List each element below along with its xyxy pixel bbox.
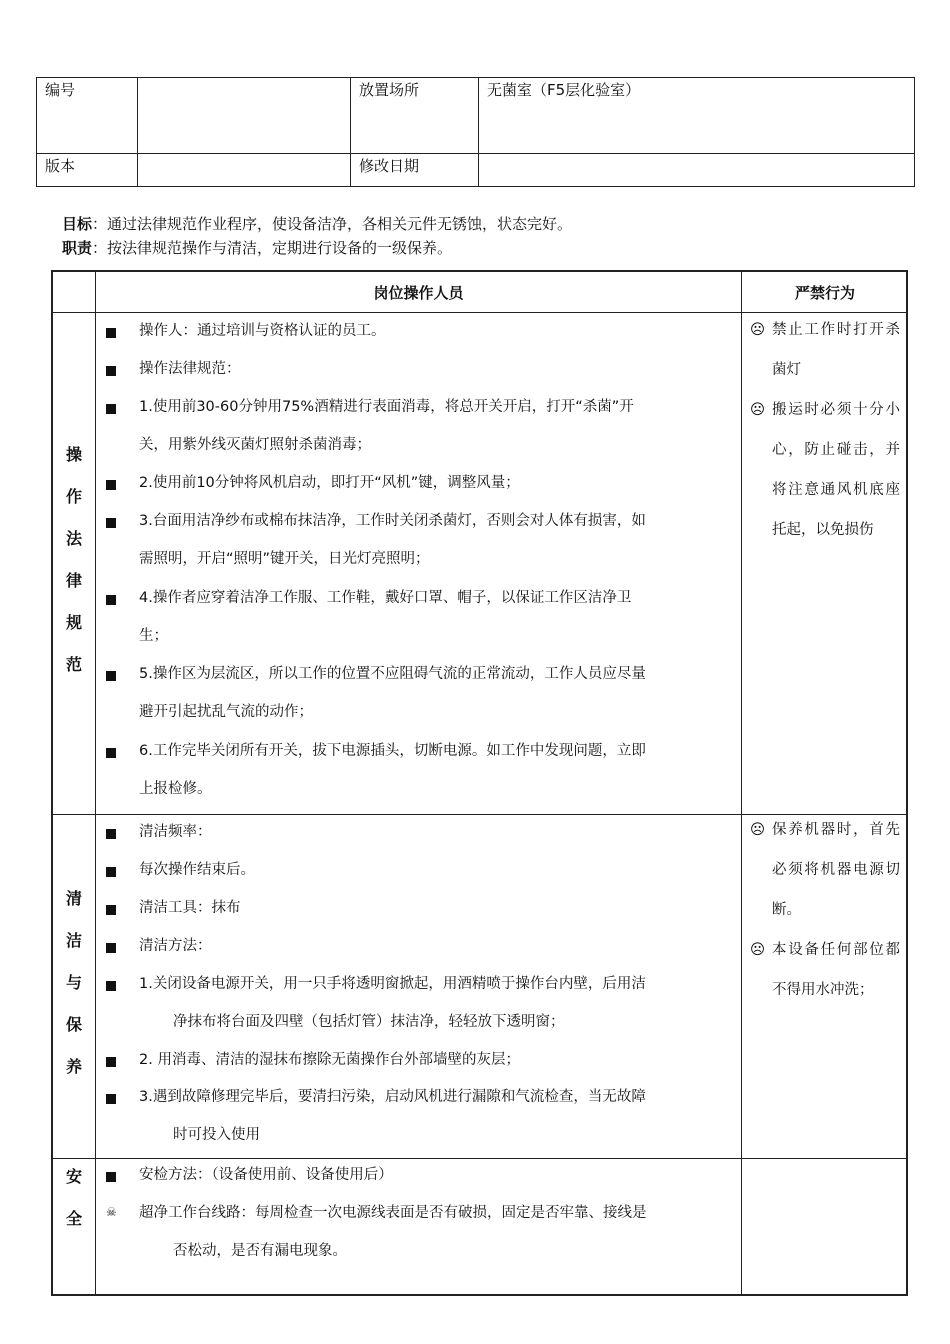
list-item-text-cont: 需照明，开启“照明”键开关，日光灯亮照明； (139, 551, 430, 567)
info-row (37, 154, 915, 187)
list-item-text: 6.工作完毕关闭所有开关，拔下电源插头，切断电源。如工作中发现问题，立即 (139, 743, 646, 759)
forbidden-text: 搬运时必须十分小心，防止碰击，并将注意通风机底座托起，以免损伤 (772, 402, 900, 538)
list-item-text: 5.操作区为层流区，所以工作的位置不应阻碍气流的正常流动，工作人员应尽量 (139, 666, 646, 682)
goal-text: ：通过法律规范作业程序，使设备洁净，各相关元件无锈蚀，状态完好。 (92, 215, 573, 233)
section-title-char: 操 (65, 445, 82, 464)
section-title-operation (53, 434, 95, 686)
forbidden-item (746, 810, 900, 930)
header-forbidden: 严禁行为 (794, 283, 855, 302)
info-row (37, 78, 915, 154)
list-item-text: 4.操作者应穿着洁净工作服、工作鞋，戴好口罩、帽子，以保证工作区洁净卫 (139, 590, 632, 606)
forbidden-list (746, 310, 900, 550)
column-divider (741, 272, 742, 1294)
list-item-text: 2. 用消毒、清洁的湿抹布擦除无菌操作台外部墙壁的灰层； (139, 1052, 520, 1068)
section-title-char: 保 (65, 1015, 82, 1034)
list-item-text-cont: 时可投入使用 (173, 1127, 260, 1143)
section-title-char: 法 (65, 529, 82, 548)
duty-label: 职责 (62, 239, 93, 257)
list-item-text-cont: 生； (139, 628, 168, 644)
list-item-text-block (139, 1194, 737, 1270)
list-item-text: 清洁方法： (139, 938, 212, 954)
forbidden-item (746, 390, 900, 550)
bullet-square-icon (106, 823, 120, 843)
forbidden-item (746, 930, 900, 1010)
list-item-text-block (139, 388, 737, 464)
bullet-square-icon (106, 742, 120, 762)
forbidden-text: 保养机器时，首先必须将机器电源切断。 (772, 822, 900, 918)
list-item-text: 2.使用前10分钟将风机启动，即打开“风机”键，调整风量； (139, 475, 520, 491)
duty-line (62, 236, 572, 260)
bullet-square-icon (106, 861, 120, 881)
list-item-text: 3.遇到故障修理完毕后，要清扫污染，启动风机进行漏隙和气流检查，当无故障 (139, 1089, 646, 1105)
skull-icon: ☠ (106, 1205, 117, 1219)
list-item-text-block (139, 502, 737, 578)
section-title-char: 作 (65, 487, 82, 506)
section-title-char: 全 (65, 1209, 82, 1228)
list-item-text: 1.使用前30-60分钟用75%酒精进行表面消毒，将总开关开启，打开“杀菌”开 (139, 399, 634, 415)
bullet-square-icon (106, 975, 120, 995)
info-value-location: 无菌室（F5层化验室） (479, 78, 915, 154)
section-title-char: 与 (65, 973, 82, 992)
goal-label: 目标 (62, 215, 93, 233)
section-title-char: 范 (65, 655, 82, 674)
list-item-text-cont: 避开引起扰乱气流的动作； (139, 704, 313, 720)
bullet-square-icon (106, 322, 120, 342)
section-title-char: 养 (65, 1057, 82, 1076)
list-item-text: 操作人：通过培训与资格认证的员工。 (139, 323, 386, 339)
forbidden-item (746, 310, 900, 390)
list-item-text: 1.关闭设备电源开关，用一只手将透明窗掀起，用酒精喷于操作台内壁，后用洁 (139, 976, 646, 992)
list-item-text-cont: 上报检修。 (139, 781, 212, 797)
forbidden-text: 禁止工作时打开杀菌灯 (772, 322, 900, 378)
list-item-text-cont: 关，用紫外线灭菌灯照射杀菌消毒； (139, 437, 371, 453)
list-item-text: 超净工作台线路：每周检查一次电源线表面是否有破损，固定是否牢靠、接线是 (139, 1205, 647, 1221)
bullet-square-icon (106, 360, 120, 380)
list-item-text: 操作法律规范： (139, 361, 241, 377)
header-operators: 岗位操作人员 (373, 283, 464, 302)
info-table (36, 77, 915, 187)
sad-face-icon: ☹ (750, 322, 766, 338)
list-item-text-block (139, 579, 737, 655)
bullet-square-icon (106, 398, 120, 418)
bullet-square-icon (106, 1166, 120, 1186)
forbidden-text: 本设备任何部位都不得用水冲洗； (772, 942, 900, 998)
info-value-number (138, 78, 351, 154)
list-item-text: 安检方法：（设备使用前、设备使用后） (139, 1167, 393, 1183)
section-title-safety (53, 1156, 95, 1240)
info-label-location: 放置场所 (351, 78, 479, 154)
list-item-text-cont: 净抹布将台面及四壁（包括灯管）抹洁净，轻轻放下透明窗； (173, 1014, 565, 1030)
sad-face-icon: ☹ (750, 942, 766, 958)
section-title-char: 律 (65, 571, 82, 590)
procedure-table (51, 270, 908, 1296)
bullet-square-icon (106, 899, 120, 919)
list-item-text: 清洁频率： (139, 824, 212, 840)
info-value-modified-date (479, 154, 915, 187)
list-item-text: 每次操作结束后。 (139, 862, 255, 878)
section-title-char: 洁 (65, 931, 82, 950)
list-item-text: 3.台面用洁净纱布或棉布抹洁净，工作时关闭杀菌灯，否则会对人体有损害，如 (139, 513, 646, 529)
info-label-number: 编号 (37, 78, 138, 154)
list-item-text-block (139, 1078, 737, 1154)
bullet-square-icon (106, 937, 120, 957)
section-title-cleaning (53, 878, 95, 1088)
bullet-square-icon (106, 474, 120, 494)
section-title-char: 清 (65, 889, 82, 908)
bullet-square-icon (106, 665, 120, 685)
info-value-version (138, 154, 351, 187)
info-label-modified-date: 修改日期 (351, 154, 479, 187)
forbidden-list (746, 810, 900, 1010)
list-item-text-cont: 否松动，是否有漏电现象。 (173, 1243, 347, 1259)
section-title-char: 规 (65, 613, 82, 632)
bullet-square-icon (106, 512, 120, 532)
info-label-version: 版本 (37, 154, 138, 187)
bullet-square-icon (106, 589, 120, 609)
list-item-text-block (139, 732, 737, 808)
column-divider (95, 272, 96, 1294)
sad-face-icon: ☹ (750, 402, 766, 418)
list-item-text: 清洁工具：抹布 (139, 900, 241, 916)
sad-face-icon: ☹ (750, 822, 766, 838)
goal-line (62, 212, 572, 236)
section-title-char: 安 (65, 1167, 82, 1186)
list-item-text-block (139, 965, 737, 1041)
bullet-square-icon (106, 1088, 120, 1108)
goal-duty-block (62, 212, 572, 260)
duty-text: ：按法律规范操作与清洁，定期进行设备的一级保养。 (92, 239, 453, 257)
bullet-square-icon (106, 1051, 120, 1071)
list-item-text-block (139, 655, 737, 731)
